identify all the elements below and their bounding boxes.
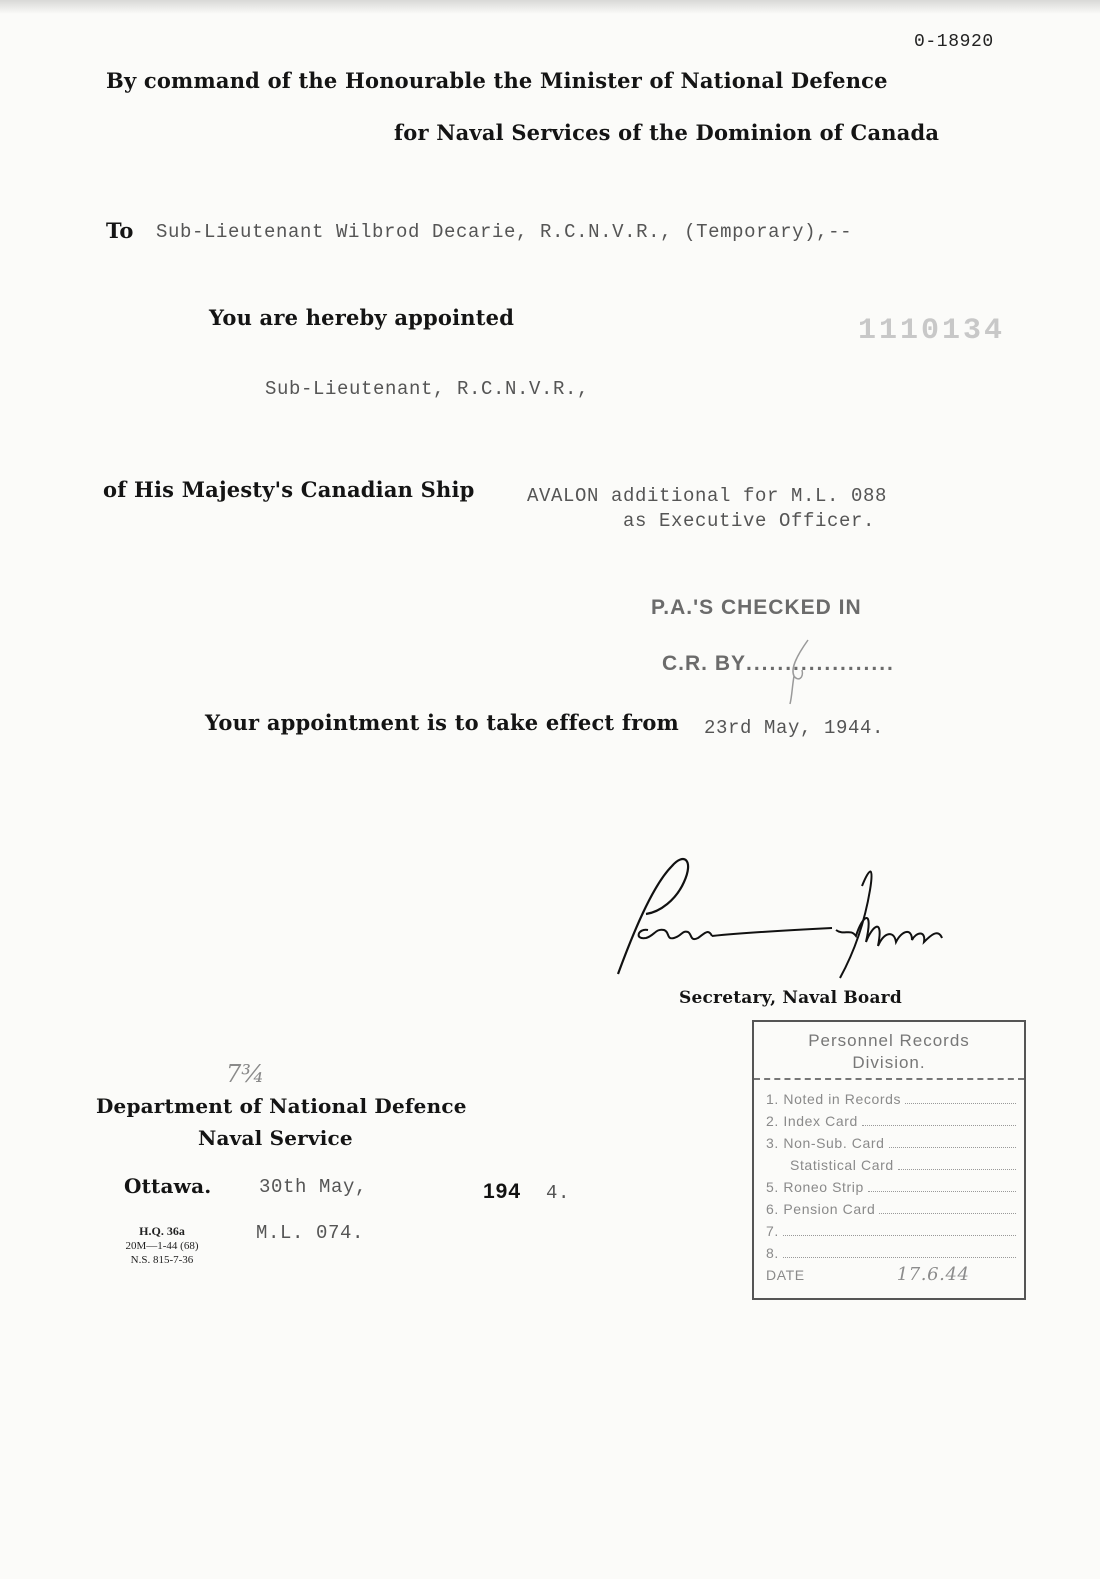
effect-label: Your appointment is to take effect from (205, 710, 679, 735)
effect-date: 23rd May, 1944. (704, 717, 885, 739)
scan-top-shadow (0, 0, 1100, 14)
to-label: To (106, 218, 134, 243)
records-item: 1. Noted in Records (766, 1088, 1020, 1110)
records-date-row (766, 1264, 1020, 1286)
records-date-label: DATE (766, 1267, 805, 1283)
form-codes (112, 1224, 212, 1267)
records-date-value: 17.6.44 (896, 1264, 970, 1285)
form-code-line-3: N.S. 815-7-36 (130, 1254, 194, 1266)
header-line-2: for Naval Services of the Dominion of Canada (394, 120, 940, 145)
header-line-1: By command of the Honourable the Minister of National Defence (106, 68, 888, 93)
appointed-label: You are hereby appointed (209, 305, 515, 330)
recipient-name: Sub-Lieutenant Wilbrod Decarie, R.C.N.V.R., (Temporary),-- (156, 221, 853, 243)
signature (612, 846, 962, 986)
records-item: 8. (766, 1242, 1020, 1264)
printed-year: 194 (483, 1180, 522, 1203)
place-ottawa: Ottawa. (124, 1174, 212, 1198)
personnel-records-stamp (752, 1020, 1026, 1300)
records-stamp-checklist (754, 1080, 1024, 1286)
records-stamp-title (754, 1022, 1024, 1074)
initials-pencil-mark (780, 636, 830, 706)
records-item: 5. Roneo Strip (766, 1176, 1020, 1198)
checked-stamp-line-1: P.A.'S CHECKED IN (651, 596, 862, 619)
ship-name-line-1: AVALON additional for M.L. 088 (527, 485, 888, 507)
appointed-rank: Sub-Lieutenant, R.C.N.V.R., (265, 378, 590, 400)
records-stamp-title-line-2: Division. (852, 1053, 926, 1072)
issue-date: 30th May, (259, 1176, 368, 1198)
records-item: 7. (766, 1220, 1020, 1242)
serial-stamp: 1110134 (858, 314, 1006, 348)
department-line-2: Naval Service (198, 1126, 353, 1150)
form-code-line-1: H.Q. 36a (139, 1224, 185, 1238)
pencil-annotation: 7¾ (226, 1060, 265, 1088)
records-stamp-title-line-1: Personnel Records (808, 1031, 970, 1050)
form-code-line-2: 20M—1-44 (68) (125, 1240, 199, 1252)
signature-title: Secretary, Naval Board (679, 988, 902, 1008)
checked-stamp-line-2 (662, 652, 895, 676)
ship-name-line-2: as Executive Officer. (623, 510, 876, 532)
ship-label: of His Majesty's Canadian Ship (103, 477, 475, 502)
records-item: 3. Non-Sub. Card (766, 1132, 1020, 1154)
checked-stamp-label: C.R. BY (662, 652, 747, 675)
checked-stamp-dots: ................... (746, 652, 895, 675)
ml-reference: M.L. 074. (256, 1222, 365, 1244)
records-item: 6. Pension Card (766, 1198, 1020, 1220)
records-item: 2. Index Card (766, 1110, 1020, 1132)
department-line-1: Department of National Defence (96, 1094, 467, 1118)
typed-year-digit: 4. (546, 1182, 571, 1204)
reference-number: 0-18920 (914, 32, 994, 52)
records-item: Statistical Card (766, 1154, 1020, 1176)
